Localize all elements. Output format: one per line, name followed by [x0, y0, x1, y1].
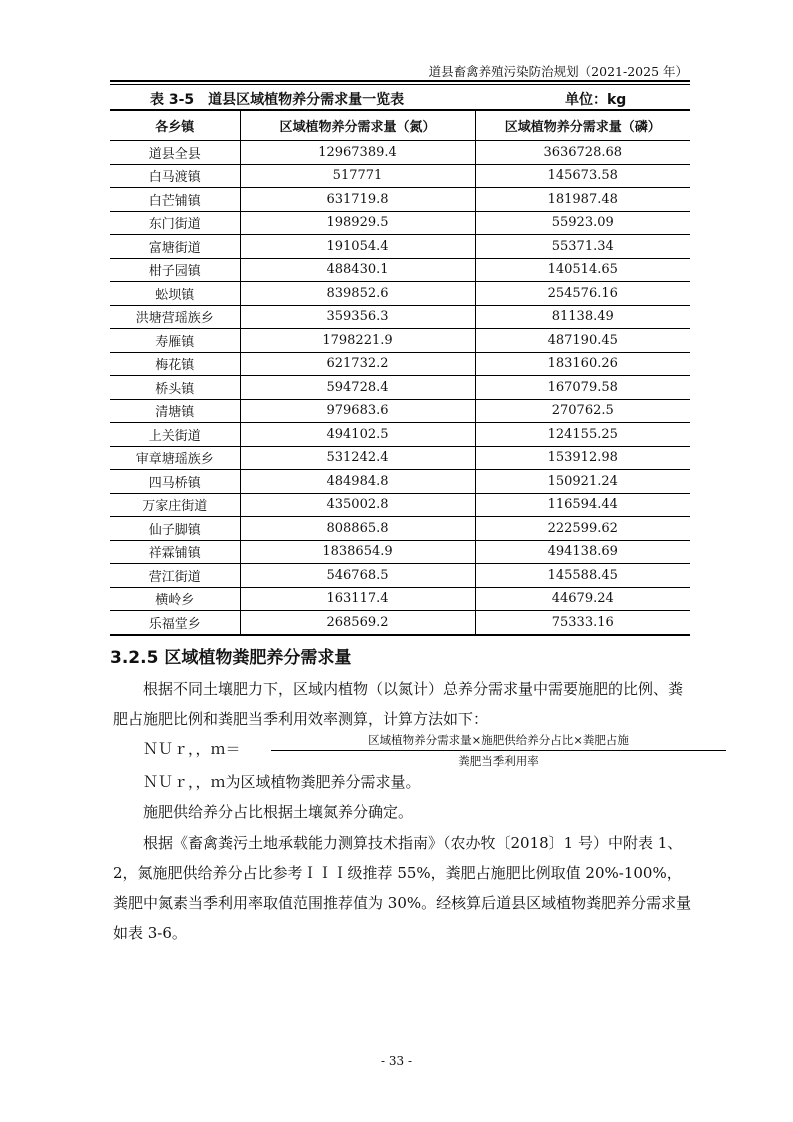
cell-phosphorus: 487190.45 — [475, 329, 690, 353]
cell-township: 蚣坝镇 — [110, 282, 240, 306]
nutrient-demand-table — [110, 109, 690, 636]
table-row — [110, 235, 690, 259]
table-row — [110, 211, 690, 235]
paragraph-method: 根据不同土壤肥力下，区域内植物（以氮计）总养分需求量中需要施肥的比例、粪肥占施肥比例和粪肥当季利用效率测算，计算方法如下： — [113, 680, 684, 728]
table-title: 表 3-5 道县区域植物养分需求量一览表 — [150, 92, 405, 108]
paragraph-definition: ＮＵｒ，，ｍ为区域植物粪肥养分需求量。 — [143, 773, 421, 791]
cell-nitrogen: 1798221.9 — [240, 329, 475, 353]
cell-nitrogen: 594728.4 — [240, 376, 475, 400]
cell-phosphorus: 254576.16 — [475, 282, 690, 306]
cell-township: 清塘镇 — [110, 399, 240, 423]
cell-township: 上关街道 — [110, 423, 240, 447]
formula-numerator: 区域植物养分需求量×施肥供给养分占比×粪肥占施 — [271, 732, 726, 751]
formula-lhs: ＮＵｒ，，ｍ＝ — [143, 740, 241, 758]
cell-phosphorus: 145588.45 — [475, 564, 690, 588]
cell-nitrogen: 621732.2 — [240, 352, 475, 376]
page-number: - 33 - — [380, 1054, 412, 1068]
cell-nitrogen: 12967389.4 — [240, 141, 475, 165]
paragraph-reference: 根据《畜禽粪污土地承载能力测算技术指南》（农办牧〔2018〕1 号）中附表 1、2，氮施肥供给养分占比参考ＩＩＩ级推荐 55%，粪肥占施肥比例取值 20%-100%，粪肥中氮素当季利用率取值范围推荐值为 30%。经核算后道县区域植物粪肥养分需求量如表 3-6。 — [113, 834, 692, 942]
section-heading: 3.2.5 区域植物粪肥养分需求量 — [110, 648, 352, 668]
cell-township: 白马渡镇 — [110, 164, 240, 188]
cell-phosphorus: 153912.98 — [475, 446, 690, 470]
cell-nitrogen: 163117.4 — [240, 587, 475, 611]
formula-denominator: 粪肥当季利用率 — [458, 754, 539, 768]
cell-township: 营江街道 — [110, 564, 240, 588]
table-row — [110, 164, 690, 188]
table-row — [110, 540, 690, 564]
cell-nitrogen: 546768.5 — [240, 564, 475, 588]
cell-township: 富塘街道 — [110, 235, 240, 259]
table-row — [110, 376, 690, 400]
cell-nitrogen: 435002.8 — [240, 493, 475, 517]
cell-phosphorus: 183160.26 — [475, 352, 690, 376]
cell-township: 梅花镇 — [110, 352, 240, 376]
table-row — [110, 141, 690, 165]
cell-nitrogen: 517771 — [240, 164, 475, 188]
cell-nitrogen: 488430.1 — [240, 258, 475, 282]
table-row — [110, 470, 690, 494]
cell-township: 祥霖铺镇 — [110, 540, 240, 564]
cell-township: 横岭乡 — [110, 587, 240, 611]
table-row — [110, 305, 690, 329]
cell-nitrogen: 191054.4 — [240, 235, 475, 259]
cell-nitrogen: 631719.8 — [240, 188, 475, 212]
formula-fraction — [271, 732, 726, 769]
column-header-nitrogen: 区域植物养分需求量（氮） — [240, 110, 475, 141]
cell-township: 寿雁镇 — [110, 329, 240, 353]
cell-township: 道县全县 — [110, 141, 240, 165]
cell-phosphorus: 55371.34 — [475, 235, 690, 259]
cell-township: 四马桥镇 — [110, 470, 240, 494]
cell-nitrogen: 494102.5 — [240, 423, 475, 447]
table-row — [110, 188, 690, 212]
paragraph-ratio: 施肥供给养分占比根据土壤氮养分确定。 — [143, 803, 414, 821]
column-header-phosphorus: 区域植物养分需求量（磷） — [475, 110, 690, 141]
table-row — [110, 399, 690, 423]
cell-nitrogen: 198929.5 — [240, 211, 475, 235]
cell-nitrogen: 839852.6 — [240, 282, 475, 306]
column-header-township: 各乡镇 — [110, 110, 240, 141]
cell-nitrogen: 808865.8 — [240, 517, 475, 541]
cell-township: 审章塘瑶族乡 — [110, 446, 240, 470]
cell-township: 乐福堂乡 — [110, 611, 240, 635]
cell-phosphorus: 181987.48 — [475, 188, 690, 212]
cell-phosphorus: 116594.44 — [475, 493, 690, 517]
table-row — [110, 517, 690, 541]
table-row — [110, 493, 690, 517]
cell-phosphorus: 81138.49 — [475, 305, 690, 329]
cell-phosphorus: 145673.58 — [475, 164, 690, 188]
cell-township: 万家庄街道 — [110, 493, 240, 517]
cell-phosphorus: 3636728.68 — [475, 141, 690, 165]
cell-nitrogen: 359356.3 — [240, 305, 475, 329]
cell-phosphorus: 124155.25 — [475, 423, 690, 447]
cell-nitrogen: 531242.4 — [240, 446, 475, 470]
table-row — [110, 329, 690, 353]
cell-phosphorus: 44679.24 — [475, 587, 690, 611]
cell-township: 白芒铺镇 — [110, 188, 240, 212]
table-row — [110, 446, 690, 470]
table-row — [110, 352, 690, 376]
table-unit: 单位：kg — [565, 92, 627, 108]
table-row — [110, 258, 690, 282]
cell-phosphorus: 270762.5 — [475, 399, 690, 423]
cell-township: 仙子脚镇 — [110, 517, 240, 541]
cell-township: 东门街道 — [110, 211, 240, 235]
table-row — [110, 611, 690, 635]
table-row — [110, 564, 690, 588]
header-rule — [110, 80, 690, 82]
cell-phosphorus: 75333.16 — [475, 611, 690, 635]
cell-phosphorus: 494138.69 — [475, 540, 690, 564]
table-caption — [110, 87, 690, 109]
cell-nitrogen: 268569.2 — [240, 611, 475, 635]
cell-township: 桥头镇 — [110, 376, 240, 400]
running-header: 道县畜禽养殖污染防治规划（2021-2025 年） — [428, 64, 688, 79]
cell-phosphorus: 222599.62 — [475, 517, 690, 541]
cell-nitrogen: 979683.6 — [240, 399, 475, 423]
table-row — [110, 587, 690, 611]
cell-phosphorus: 55923.09 — [475, 211, 690, 235]
cell-township: 柑子园镇 — [110, 258, 240, 282]
cell-township: 洪塘营瑶族乡 — [110, 305, 240, 329]
cell-phosphorus: 140514.65 — [475, 258, 690, 282]
table-row — [110, 423, 690, 447]
table-body — [110, 141, 690, 635]
cell-phosphorus: 167079.58 — [475, 376, 690, 400]
header-rule-thin — [110, 84, 690, 85]
cell-nitrogen: 1838654.9 — [240, 540, 475, 564]
table-row — [110, 282, 690, 306]
cell-nitrogen: 484984.8 — [240, 470, 475, 494]
cell-phosphorus: 150921.24 — [475, 470, 690, 494]
table-header-row — [110, 110, 690, 141]
